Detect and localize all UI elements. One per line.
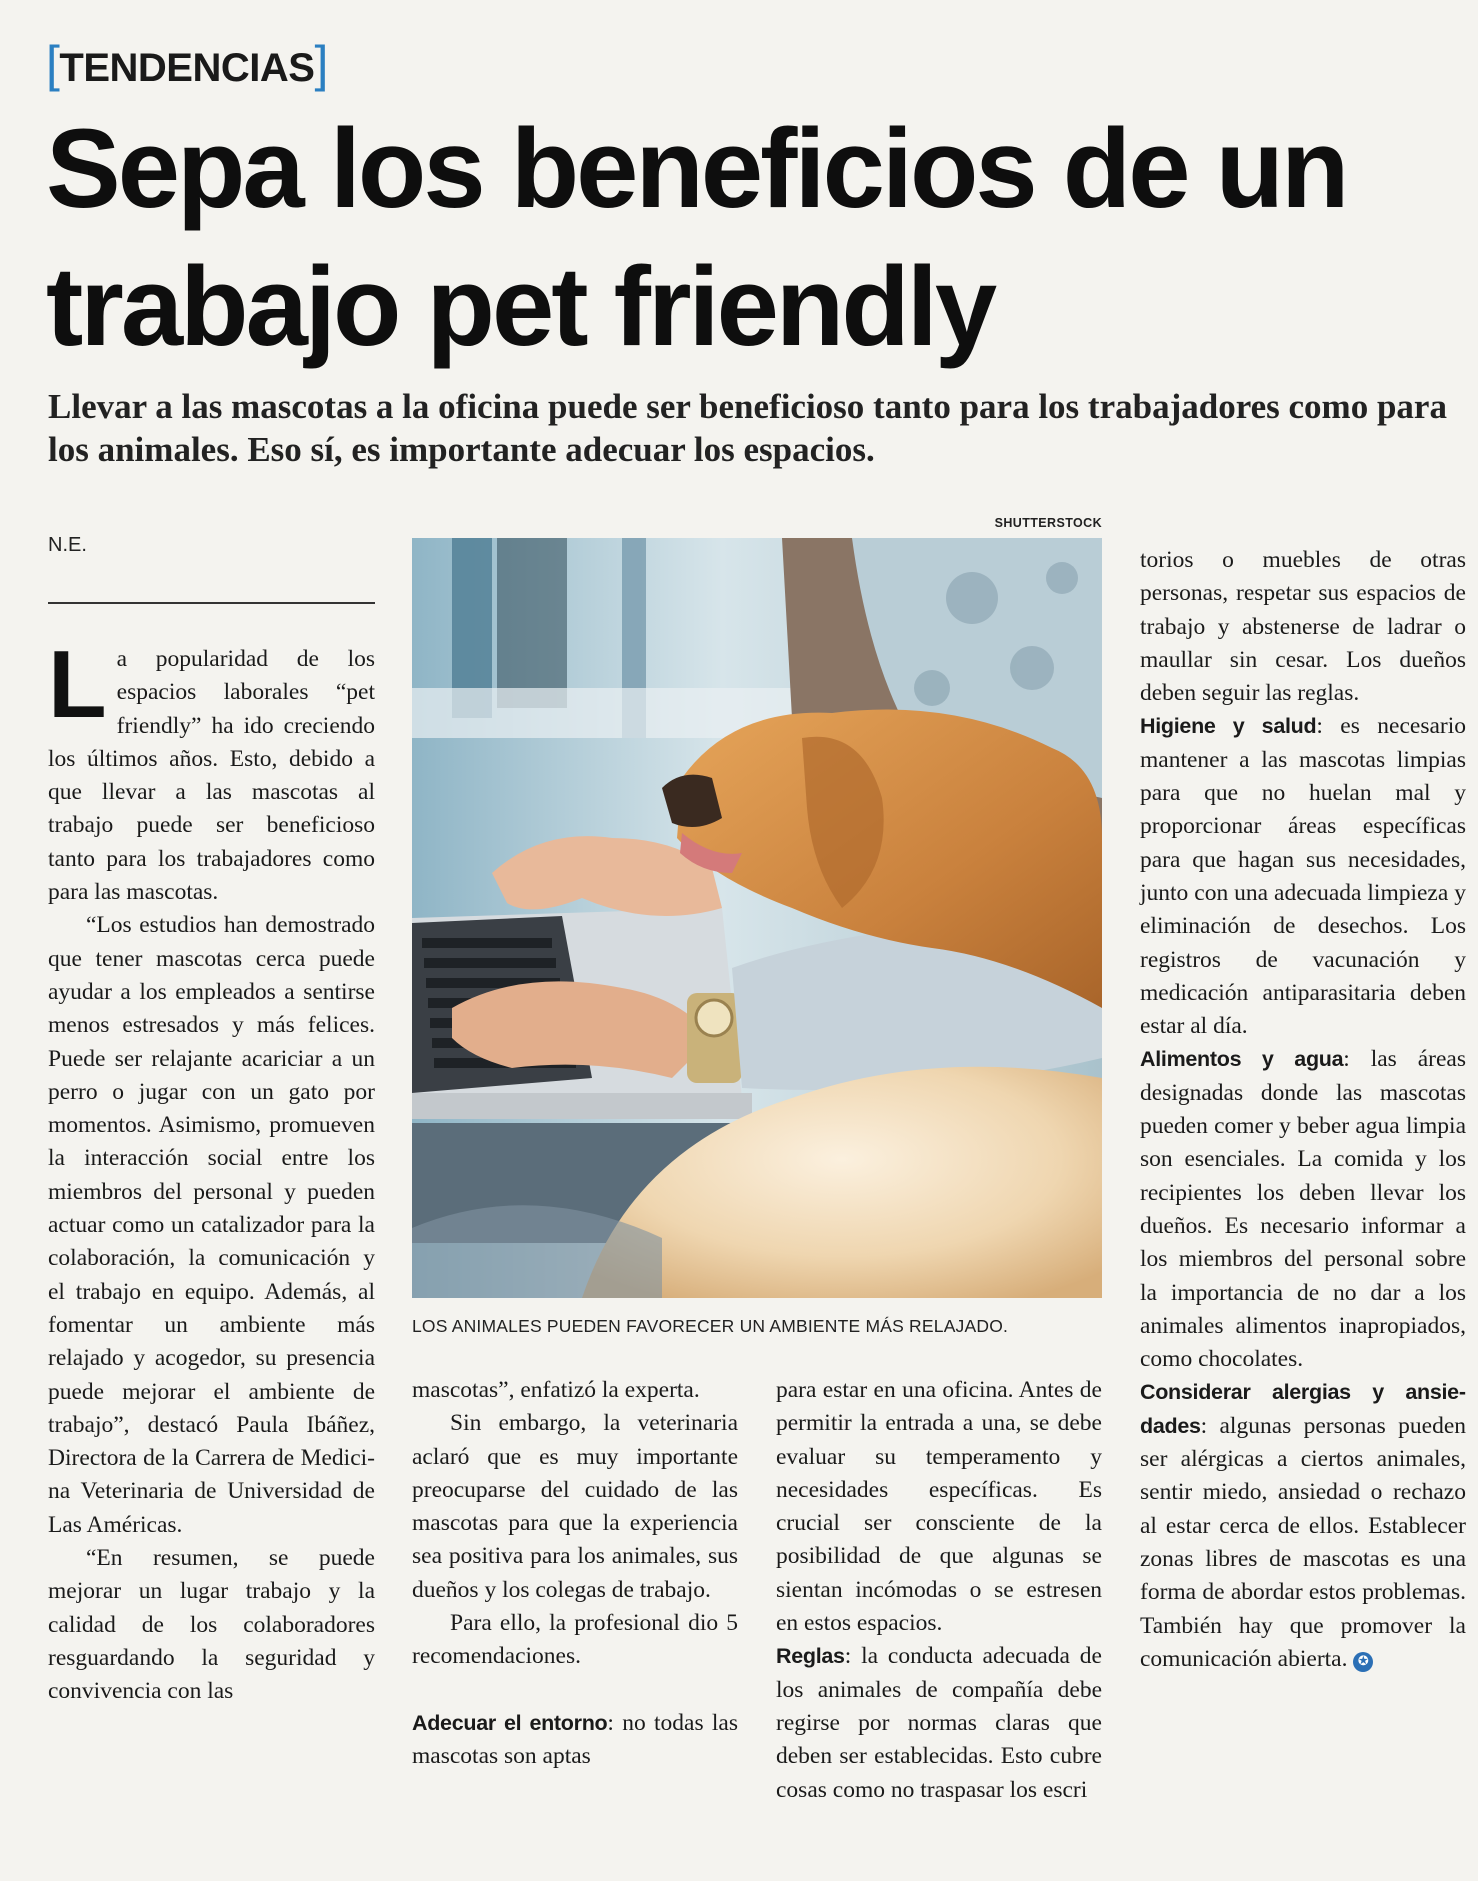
- paragraph-text: : las áreas designadas donde las mascotas pueden comer y beber agua limpia son esenciales. La comida y los recipientes los deben llevar los dueños. Es necesario informar a los miembros del personal sobre la importancia de no dar a los animales alimentos inapropiados, como chocolates.: [1140, 1046, 1466, 1373]
- byline: N.E.: [48, 534, 87, 556]
- article-column-4: [1140, 544, 1466, 1676]
- section-bracket-open: [: [46, 36, 60, 92]
- paragraph: [1140, 710, 1466, 1043]
- paragraph: [776, 1640, 1102, 1806]
- recommendation-heading: Higiene y salud: [1140, 714, 1317, 739]
- subheadline: Llevar a las mascotas a la oficina puede ser beneficioso tanto para los trabajadores como para los animales. Eso sí, es importante adecuar los espacios.: [48, 387, 1447, 469]
- paragraph: “En resumen, se puede mejorar un lugar trabajo y la calidad de los colaboradores resguardando la seguridad y convivencia con las: [48, 1545, 375, 1705]
- paragraph-spacer: [412, 1674, 738, 1707]
- article-column-2: [412, 1374, 738, 1773]
- end-of-article-icon: ✪: [1353, 1652, 1373, 1672]
- recommendation-heading: Alimentos y agua: [1140, 1047, 1344, 1072]
- photo-credit: SHUTTERSTOCK: [994, 516, 1102, 530]
- paragraph-text: : es necesario mantener a las mascotas limpias para que no huelan mal y proporcionar áreas específicas para que hagan sus necesidades, junto con una adecuada limpieza y eliminación de desechos. Los registros de vacunación y medicación antiparasitaria deben estar al día.: [1140, 713, 1467, 1040]
- article-column-3: [776, 1374, 1102, 1807]
- headline: Sepa los beneficios de un trabajo pet friendly: [46, 106, 1347, 369]
- paragraph: torios o muebles de otras personas, respetar sus espacios de trabajo y abstenerse de ladrar o maullar sin cesar. Los dueños deben seguir las reglas.: [1140, 547, 1466, 707]
- paragraph: “Los estudios han demostrado que tener mascotas cerca puede ayudar a los empleados a sentirse menos estresados y más felices. Puede ser relajante acariciar a un perro o jugar con un gato por momentos. Asimismo, promueven la interacción social entre los miembros del personal y pueden actuar como un catalizador para la colaboración, la comunicación y el trabajo en equipo. Además, al fomentar un ambiente más relajado y acogedor, su presencia puede mejorar el ambiente de trabajo”, destacó Paula Ibáñez, Directora de la Carrera de Medicina Veterinaria de Universidad de Las Américas.: [48, 912, 375, 1538]
- byline-divider: [48, 602, 375, 604]
- recommendation-heading: Reglas: [776, 1644, 845, 1669]
- paragraph: Sin embargo, la veterinaria aclaró que es muy importante preocuparse del cuidado de las mascotas para que la experiencia sea positiva para los animales, sus dueños y los colegas de trabajo.: [412, 1410, 738, 1603]
- paragraph: [48, 631, 375, 909]
- paragraph-text: a popularidad de los espacios laborales “pet friendly” ha ido creciendo los últimos años. Esto, debido a que llevar a las mascotas al trabajo puede ser beneficioso tanto para los trabajadores como para las mascotas.: [48, 646, 375, 906]
- section-label: TENDENCIAS: [59, 46, 315, 90]
- paragraph: Para ello, la profesional dio 5 recomendaciones.: [412, 1610, 738, 1670]
- dog-and-laptop-illustration: [412, 538, 1102, 1298]
- paragraph: [1140, 1043, 1466, 1376]
- paragraph: mascotas”, enfatizó la experta.: [412, 1377, 700, 1403]
- recommendation-heading: Adecuar el entorno: [412, 1710, 608, 1735]
- article-photo: [412, 538, 1102, 1298]
- section-bracket-close: ]: [314, 36, 328, 92]
- drop-cap: L: [48, 631, 107, 738]
- paragraph: para estar en una oficina. Antes de permitir la entrada a una, se debe evaluar su temperamento y necesidades específicas. Es crucial ser consciente de la posibilidad de que algunas se sientan incómodas o se estresen en estos espacios.: [776, 1377, 1102, 1637]
- paragraph-text: : no todas las mascotas son aptas: [412, 1709, 738, 1769]
- paragraph: [1140, 1376, 1466, 1676]
- paragraph-text: : algunas personas pueden ser alérgicas a ciertos animales, sentir miedo, ansiedad o rechazo al estar cerca de ellos. Establecer zonas libres de mascotas es una forma de abordar estos problemas. También hay que promover la comunicación abierta.: [1140, 1412, 1466, 1672]
- section-tag: [46, 36, 328, 96]
- article-column-1: [48, 631, 375, 1709]
- paragraph: [412, 1707, 738, 1774]
- photo-caption: LOS ANIMALES PUEDEN FAVORECER UN AMBIENTE MÁS RELAJADO.: [412, 1316, 1009, 1336]
- recommendation-heading: Considerar alergias y ansiedades: [1140, 1380, 1466, 1438]
- paragraph-text: : la conducta adecuada de los animales de compañía debe regirse por normas claras que deben ser establecidas. Esto cubre cosas como no traspasar los escri: [776, 1643, 1102, 1803]
